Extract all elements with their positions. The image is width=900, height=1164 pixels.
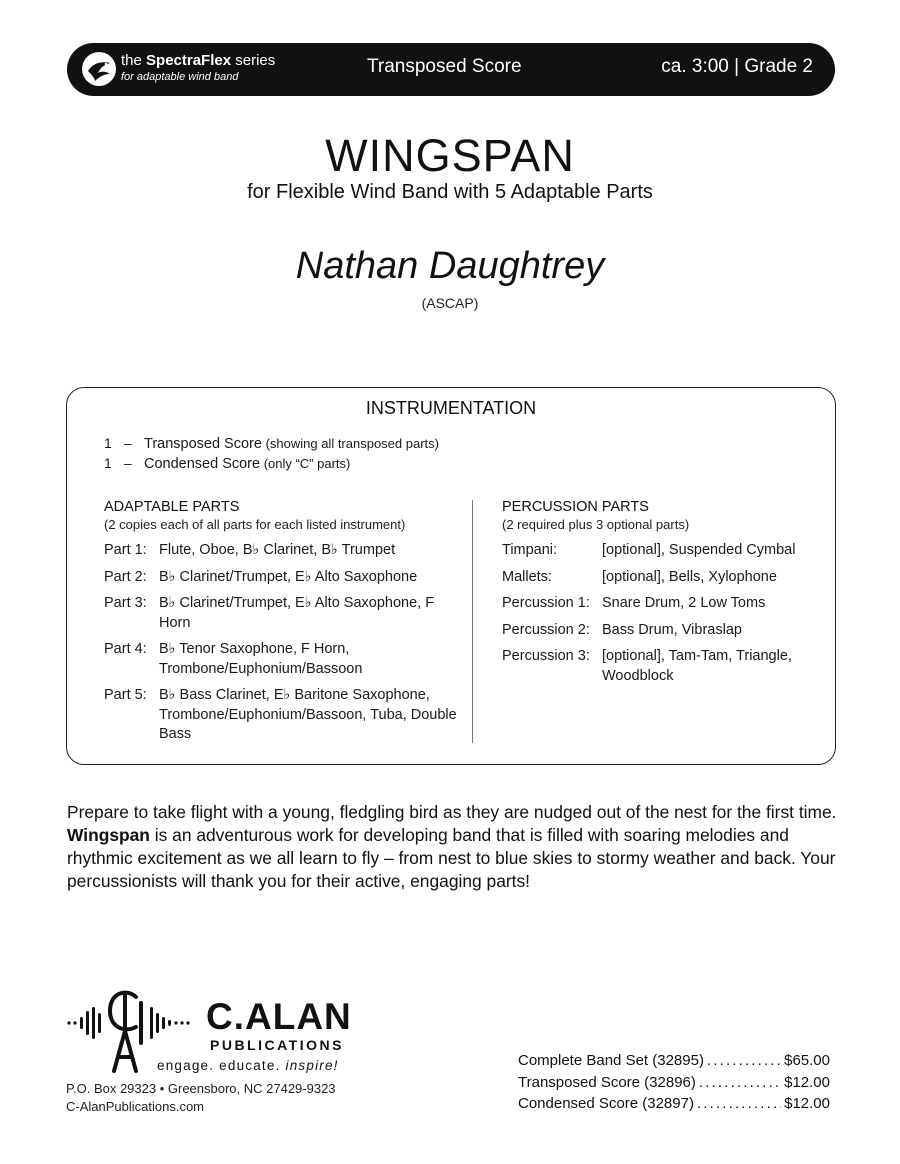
part-row <box>104 686 464 745</box>
score-note: (showing all transposed parts) <box>261 436 439 451</box>
description-title: Wingspan <box>67 825 150 845</box>
percussion-parts-subheading: (2 required plus 3 optional parts) <box>502 517 690 532</box>
part-instruments: B♭ Clarinet/Trumpet, E♭ Alto Saxophone <box>159 568 418 585</box>
percussion-parts-heading: PERCUSSION PARTS <box>502 499 649 515</box>
leader-dots <box>699 1072 781 1094</box>
percussion-label: Percussion 3: <box>502 648 590 664</box>
price-value: $12.00 <box>784 1073 830 1091</box>
composer-name: Nathan Daughtrey <box>295 245 605 287</box>
duration-grade: ca. 3:00 | Grade 2 <box>661 56 813 77</box>
column-divider <box>472 500 473 743</box>
part-row <box>104 568 464 588</box>
part-row <box>104 594 464 633</box>
percussion-parts-list <box>502 541 822 686</box>
part-label: Part 1: <box>104 542 147 558</box>
series-name: SpectraFlex <box>146 52 232 69</box>
publisher-subtitle: PUBLICATIONS <box>210 1037 344 1053</box>
score-qty: 1 <box>104 455 112 471</box>
series-tagline: for adaptable wind band <box>121 71 239 83</box>
percussion-instruments: [optional], Bells, Xylophone <box>602 568 777 585</box>
score-note: (only “C” parts) <box>260 456 351 471</box>
score-dash: – <box>124 455 132 471</box>
percussion-label: Percussion 2: <box>502 621 590 638</box>
price-row <box>518 1072 830 1094</box>
price-value: $65.00 <box>784 1052 830 1069</box>
instrumentation-box <box>66 387 836 765</box>
series-suffix: series <box>231 52 276 69</box>
percussion-instruments: [optional], Suspended Cymbal <box>602 542 796 558</box>
description-body: is an adventurous work for developing band that is filled with soaring melodies and rhythmic excitement as we all learn to fly – from nest to blue skies to stormy weather and back. Your percussionists will thank you for their active, engaging parts! <box>67 825 836 891</box>
part-label: Part 4: <box>104 641 147 657</box>
score-line <box>104 435 439 455</box>
piece-title: WINGSPAN <box>325 130 575 181</box>
percussion-label: Timpani: <box>502 542 558 558</box>
score-dash: – <box>124 435 132 451</box>
score-list <box>104 435 439 475</box>
part-instruments: Flute, Oboe, B♭ Clarinet, B♭ Trumpet <box>159 542 396 558</box>
adaptable-parts-list <box>104 541 464 745</box>
adaptable-parts-subheading: (2 copies each of all parts for each listed instrument) <box>104 517 406 532</box>
percussion-row <box>502 594 822 614</box>
score-qty: 1 <box>104 435 112 451</box>
series-branding <box>121 52 275 83</box>
score-line <box>104 455 439 475</box>
part-row <box>104 640 464 679</box>
percussion-row <box>502 647 822 686</box>
part-label: Part 3: <box>104 595 147 611</box>
part-instruments: B♭ Tenor Saxophone, F Horn, Trombone/Euphonium/Bassoon <box>159 641 363 677</box>
price-row <box>518 1093 830 1115</box>
adaptable-parts-column <box>104 499 464 752</box>
publisher-address: P.O. Box 29323 • Greensboro, NC 27429-9323 <box>66 1081 336 1096</box>
price-item: Transposed Score (32896) <box>518 1073 696 1091</box>
percussion-label: Percussion 1: <box>502 595 590 611</box>
percussion-parts-column <box>502 499 822 693</box>
part-instruments: B♭ Clarinet/Trumpet, E♭ Alto Saxophone, F Horn <box>159 595 435 631</box>
score-name: Condensed Score <box>144 456 261 472</box>
percussion-label: Mallets: <box>502 568 552 585</box>
price-row <box>518 1050 830 1072</box>
tagline-italic: inspire! <box>285 1058 339 1073</box>
publisher-name: C.ALAN <box>206 996 352 1037</box>
tagline-plain: engage. educate. <box>157 1058 286 1073</box>
leader-dots <box>707 1050 781 1072</box>
composer-affiliation: (ASCAP) <box>421 295 479 311</box>
part-row <box>104 541 464 561</box>
price-item: Complete Band Set (32895) <box>518 1052 704 1069</box>
publisher-website[interactable]: C-AlanPublications.com <box>66 1099 205 1114</box>
description-lead: Prepare to take flight with a young, fledgling bird as they are nudged out of the nest for the first time. <box>67 802 837 822</box>
leader-dots <box>697 1093 781 1115</box>
program-description <box>67 801 842 893</box>
price-item: Condensed Score (32897) <box>518 1095 694 1112</box>
part-label: Part 2: <box>104 568 147 585</box>
instrumentation-heading: INSTRUMENTATION <box>365 398 537 418</box>
price-list <box>518 1050 830 1115</box>
percussion-row <box>502 541 822 561</box>
price-value: $12.00 <box>784 1095 830 1112</box>
part-label: Part 5: <box>104 687 147 703</box>
part-instruments: B♭ Bass Clarinet, E♭ Baritone Saxophone, Trombone/Euphonium/Bassoon, Tuba, Double Bass <box>159 687 457 742</box>
percussion-row <box>502 621 822 641</box>
series-header-bar <box>67 43 835 96</box>
score-name: Transposed Score <box>144 436 262 452</box>
score-type: Transposed Score <box>367 56 522 77</box>
piece-subtitle: for Flexible Wind Band with 5 Adaptable Parts <box>247 181 653 203</box>
percussion-instruments: Bass Drum, Vibraslap <box>602 621 742 638</box>
percussion-row <box>502 568 822 588</box>
percussion-instruments: Snare Drum, 2 Low Toms <box>602 595 766 611</box>
publisher-tagline <box>157 1058 339 1073</box>
adaptable-parts-heading: ADAPTABLE PARTS <box>104 499 240 515</box>
spectraflex-bird-icon <box>79 49 119 89</box>
series-prefix: the <box>121 52 147 69</box>
percussion-instruments: [optional], Tam-Tam, Triangle, Woodblock <box>602 648 792 684</box>
